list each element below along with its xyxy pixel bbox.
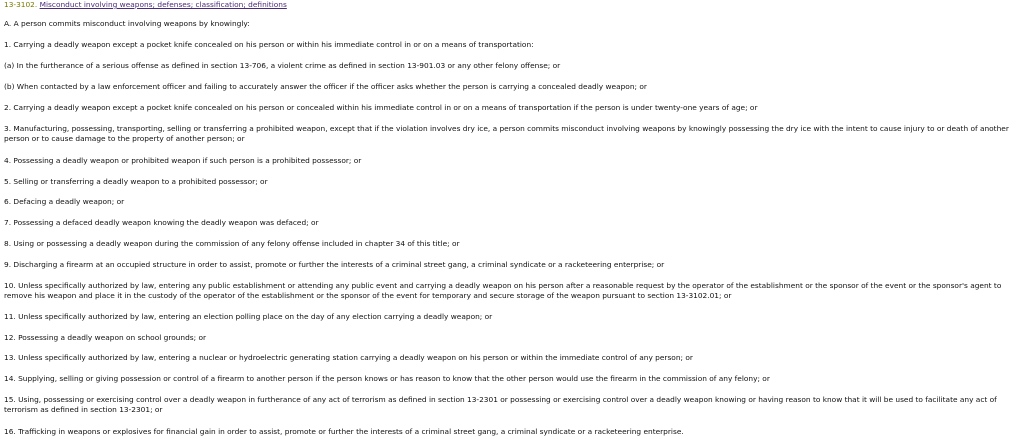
paragraph-14: 14. Supplying, selling or giving possession or control of a firearm to another person if the person knows or has reason to know that the other person would use the firearm in the commission of any felony; or [4, 374, 770, 383]
paragraph-9: 9. Discharging a firearm at an occupied structure in order to assist, promote or further the interests of a criminal street gang, a criminal syndicate or a racketeering enterprise; or [4, 260, 665, 269]
paragraph-3: 3. Manufacturing, possessing, transporting, selling or transferring a prohibited weapon, except that if the violation involves dry ice, a person commits misconduct involving weapons by knowingly possessing the dry ice with the intent to cause injury to or death of another person or to cause damage to the property of another person; or [4, 124, 1009, 143]
paragraph-5: 5. Selling or transferring a deadly weapon to a prohibited possessor; or [4, 177, 268, 186]
section-number: 13-3102. [4, 0, 38, 9]
paragraph-10: 10. Unless specifically authorized by law, entering any public establishment or attending any public event and carrying a deadly weapon on his person after a reasonable request by the operator of the establishment or the sponsor of the event or the sponsor's agent to remove his weapon and place it in the custody of the operator of the establishment or the sponsor of the event for temporary and secure storage of the weapon pursuant to section 13-3102.01; or [4, 281, 1002, 300]
paragraph-12: 12. Possessing a deadly weapon on school grounds; or [4, 333, 207, 342]
paragraph-7: 7. Possessing a defaced deadly weapon knowing the deadly weapon was defaced; or [4, 218, 319, 227]
paragraph-1: 1. Carrying a deadly weapon except a pocket knife concealed on his person or within his immediate control in or on a means of transportation: [4, 40, 534, 49]
paragraph-2: 2. Carrying a deadly weapon except a pocket knife concealed on his person or concealed within his immediate control in or on a means of transportation if the person is under twenty-one years of age; or [4, 103, 758, 112]
paragraph-15: 15. Using, possessing or exercising control over a deadly weapon in furtherance of any act of terrorism as defined in section 13-2301 or possessing or exercising control over a deadly weapon knowing or having reason to know that it will be used to facilitate any act of terrorism as defined in section 13-2301; or [4, 395, 997, 414]
paragraph-1a: (a) In the furtherance of a serious offense as defined in section 13-706, a violent crime as defined in section 13-901.03 or any other felony offense; or [4, 61, 561, 70]
paragraph-1b: (b) When contacted by a law enforcement officer and failing to accurately answer the officer if the officer asks whether the person is carrying a concealed deadly weapon; or [4, 82, 647, 91]
paragraph-11: 11. Unless specifically authorized by law, entering an election polling place on the day of any election carrying a deadly weapon; or [4, 312, 493, 321]
paragraph-6: 6. Defacing a deadly weapon; or [4, 197, 125, 206]
paragraph-4: 4. Possessing a deadly weapon or prohibited weapon if such person is a prohibited possessor; or [4, 156, 362, 165]
paragraph-8: 8. Using or possessing a deadly weapon during the commission of any felony offense included in chapter 34 of this title; or [4, 239, 460, 248]
paragraph-16: 16. Trafficking in weapons or explosives for financial gain in order to assist, promote or further the interests of a criminal street gang, a criminal syndicate or a racketeering enterprise. [4, 427, 684, 436]
paragraph-13: 13. Unless specifically authorized by law, entering a nuclear or hydroelectric generating station carrying a deadly weapon on his person or within the immediate control of any person; or [4, 353, 693, 362]
section-title-link[interactable]: Misconduct involving weapons; defenses; classification; definitions [39, 0, 287, 9]
paragraph-a: A. A person commits misconduct involving weapons by knowingly: [4, 19, 250, 28]
section-heading [4, 0, 1019, 10]
